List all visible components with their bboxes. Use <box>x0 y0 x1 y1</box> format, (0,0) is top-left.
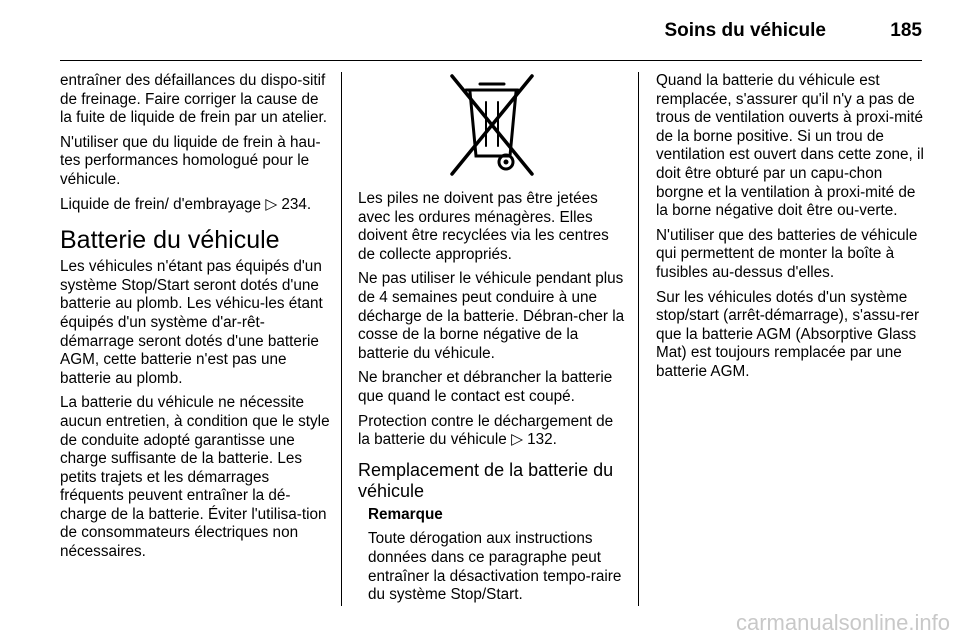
page-reference: 234 <box>281 195 307 213</box>
paragraph-text: Liquide de frein/ d'embrayage <box>60 195 266 213</box>
watermark: carmanualsonline.info <box>735 610 950 635</box>
paragraph-text: Protection contre le déchargement de la batterie du véhicule <box>358 412 614 449</box>
crossed-out-wheelie-bin-icon <box>432 72 552 182</box>
header-title: Soins du véhicule <box>664 20 826 41</box>
paragraph: Les piles ne doivent pas être jetées avec les ordures ménagères. Elles doivent être recyclées via les centres de collecte appropriés. <box>358 190 609 263</box>
paragraph: N'utiliser que des batteries de véhicule qui permettent de monter la boîte à fusibles au-dessus d'elles. <box>656 226 918 281</box>
page-reference: 132 <box>527 431 553 449</box>
paragraph: Quand la batterie du véhicule est remplacée, s'assurer qu'il n'y a pas de trous de ventilation ouverts à proxi-mité de la borne positive. Si un trou de ventilation est ouvert dans cette zone, il doit être obturé par un capu-chon borgne et la ventilation à proxi-mité de la borne négative doit être ou-verte. <box>656 72 924 220</box>
section-heading: Batterie du véhicule <box>60 226 280 255</box>
reference-triangle-icon: ▷ <box>511 431 523 449</box>
note-title: Remarque <box>368 505 443 523</box>
paragraph-with-reference: Protection contre le déchargement de la batterie du véhicule ▷ 132. <box>358 412 614 449</box>
paragraph: Sur les véhicules dotés d'un système stop/start (arrêt-démarrage), s'assu-rer que la batterie AGM (Absorptive Glass Mat) est toujours remplacée par une batterie AGM. <box>656 288 920 380</box>
paragraph: Ne pas utiliser le véhicule pendant plus de 4 semaines peut conduire à une décharge de la batterie. Débran-cher la cosse de la borne négative de la batterie du véhicule. <box>358 270 625 362</box>
column-left <box>60 72 330 568</box>
reference-triangle-icon: ▷ <box>265 195 278 213</box>
paragraph: Les véhicules n'étant pas équipés d'un système Stop/Start seront dotés d'une batterie au plomb. Les véhicu-les étant équipés d'un système d'ar-rêt-démarrage seront dotés d'une batterie AGM, cette batterie n'est pas une batterie au plomb. <box>60 258 323 387</box>
paragraph: N'utiliser que du liquide de frein à hau-tes performances homologué pour le véhicule. <box>60 133 321 188</box>
header-rule <box>60 60 922 61</box>
crossed-bin-figure <box>358 72 626 182</box>
paragraph: entraîner des défaillances du dispo-sitif de freinage. Faire corriger la cause de la fuite de liquide de frein par un atelier. <box>60 72 328 127</box>
paragraph-with-reference: Liquide de frein/ d'embrayage ▷ 234. <box>60 195 312 213</box>
note-text: Toute dérogation aux instructions données dans ce paragraphe peut entraîner la désactivation tempo-raire du système Stop/Start. <box>368 530 622 604</box>
page-number: 185 <box>890 20 922 41</box>
column-divider <box>341 72 342 606</box>
column-divider <box>638 72 639 606</box>
note-box <box>358 506 626 605</box>
paragraph: Ne brancher et débrancher la batterie que quand le contact est coupé. <box>358 369 613 405</box>
paragraph: La batterie du véhicule ne nécessite aucun entretien, à condition que le style de conduite adopté garantisse une charge suffisante de la batterie. Les petits trajets et les démarrages fréquents peuvent entraîner la dé-charge de la batterie. Éviter l'utilisa-tion de consommateurs électriques non nécessaires. <box>60 394 330 561</box>
column-middle <box>358 72 626 611</box>
subsection-heading: Remplacement de la batterie du véhicule <box>358 459 614 501</box>
column-right <box>656 72 926 388</box>
